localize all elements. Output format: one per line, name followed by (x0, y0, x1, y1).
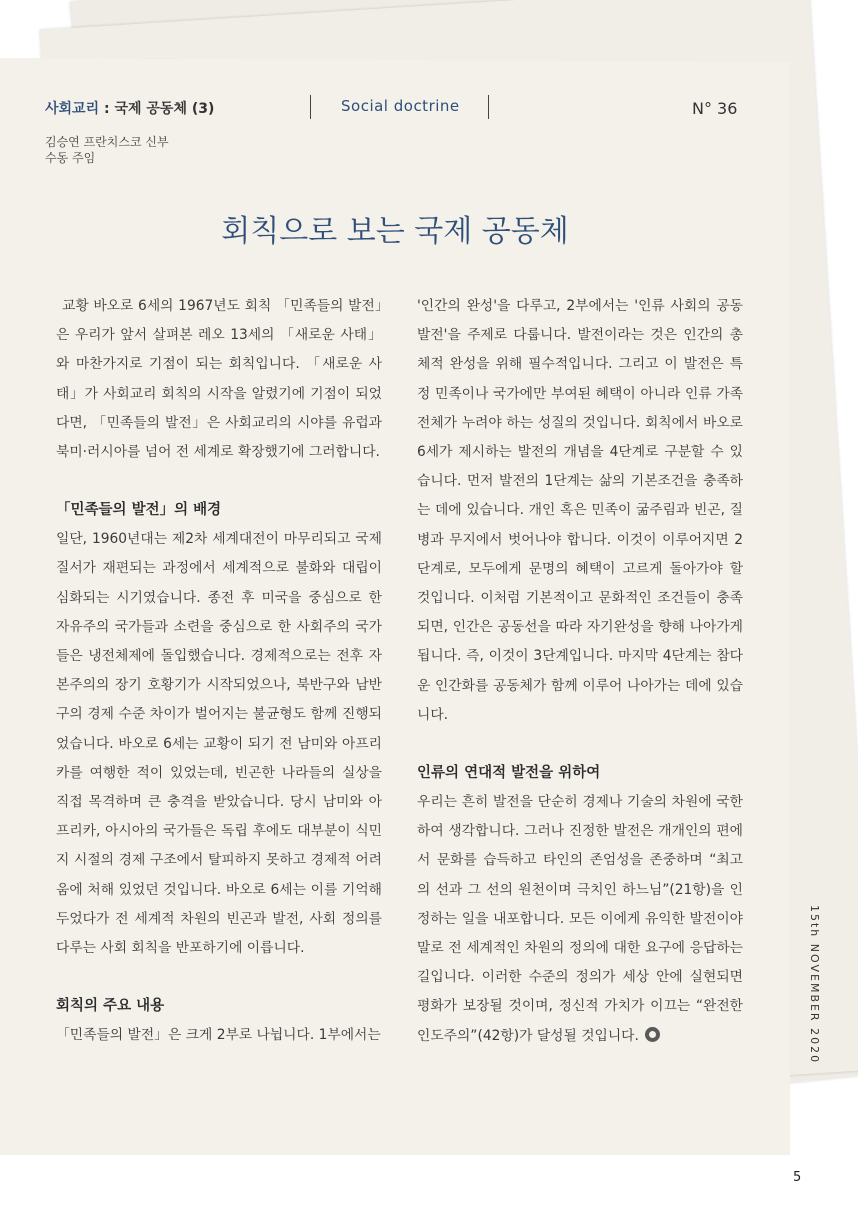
series-colon: : (99, 101, 115, 117)
author-block (45, 134, 169, 166)
section-heading-main-content: 회칙의 주요 내용 (56, 998, 165, 1015)
emblem-icon (645, 1027, 660, 1042)
article-title: 회칙으로 보는 국제 공동체 (221, 214, 569, 249)
section-heading-background: 「민족들의 발전」의 배경 (56, 502, 222, 519)
author-name: 김승연 프란치스코 신부 (45, 135, 169, 149)
main-content-paragraph-continued: '인간의 완성'을 다루고, 2부에서는 '인류 사회의 공동 발전'을 주제로 다룹니다. 발전이라는 것은 인간의 총체적 완성을 위해 필수적입니다. 그리고 이 발전은 특정 민족이나 국가에만 부여된 혜택이 아니라 인류 가족 전체가 누려야 하는 성질의 것입니다. 회칙에서 바오로 6세가 제시하는 발전의 개념을 4단계로 구분할 수 있습니다. 먼저 발전의 1단계는 삶의 기본조건을 충족하는 데에 있습니다. 개인 혹은 민족이 굶주림과 빈곤, 질병과 무지에서 벗어나야 합니다. 이것이 이루어지면 2단계로, 모두에게 문명의 혜택이 고르게 돌아가야 할 것입니다. 이처럼 기본적이고 문화적인 조건들이 충족되면, 인간은 공동선을 따라 자기완성을 향해 나아가게 됩니다. 즉, 이것이 3단계입니다. 마지막 4단계는 참다운 인간화를 공동체가 함께 이루어 나아가는 데에 있습니다. (417, 298, 743, 723)
doctrine-label: Social doctrine (341, 97, 460, 115)
page-number: 5 (793, 1170, 802, 1185)
header-divider-left (310, 95, 311, 119)
issue-date: 15th NOVEMBER 2020 (808, 905, 821, 1065)
intro-paragraph: 교황 바오로 6세의 1967년도 회칙 「민족들의 발전」은 우리가 앞서 살펴본 레오 13세의 「새로운 사태」와 마찬가지로 기점이 되는 회칙입니다. 「새로운 사태」가 사회교리 회칙의 시작을 알렸기에 기점이 되었다면, 「민족들의 발전」은 사회교리의 시야를 유럽과 북미·러시아를 넘어 전 세계로 확장했기에 그러합니다. (56, 298, 382, 461)
issue-number: N° 36 (692, 99, 738, 118)
header-divider-right (488, 95, 489, 119)
author-role: 수동 주임 (45, 151, 96, 165)
solidarity-paragraph (417, 788, 743, 1051)
section-heading-solidarity: 인류의 연대적 발전을 위하여 (417, 765, 601, 782)
series-header (45, 98, 214, 118)
background-paragraph: 일단, 1960년대는 제2차 세계대전이 마무리되고 국제 질서가 재편되는 과정에서 세계적으로 불화와 대립이 심화되는 시기였습니다. 종전 후 미국을 중심으로 한 자유주의 국가들과 소련을 중심으로 한 사회주의 국가들은 냉전체제에 돌입했습니다. 경제적으로는 전후 자본주의의 장기 호황기가 시작되었으나, 북반구와 남반구의 경제 수준 차이가 벌어지는 불균형도 함께 진행되었습니다. 바오로 6세는 교황이 되기 전 남미와 아프리카를 여행한 적이 있었는데, 빈곤한 나라들의 실상을 직접 목격하며 큰 충격을 받았습니다. 당시 남미와 아프리카, 아시아의 국가들은 독립 후에도 대부분이 식민지 시절의 경제 구조에서 탈피하지 못하고 경제적 어려움에 처해 있었던 것입니다. 바오로 6세는 이를 기억해두었다가 전 세계적 차원의 빈곤과 발전, 사회 정의를 다루는 사회 회칙을 반포하기에 이릅니다. (56, 531, 382, 957)
series-label: 사회교리 (45, 101, 100, 117)
main-content-paragraph-start: 「민족들의 발전」은 크게 2부로 나뉩니다. 1부에서는 (56, 1027, 381, 1044)
solidarity-text: 우리는 흔히 발전을 단순히 경제나 기술의 차원에 국한하여 생각합니다. 그러나 진정한 발전은 개개인의 편에서 문화를 습득하고 타인의 존엄성을 존중하며 “최고의 선과 그 선의 원천이며 극치인 하느님”(21항)을 인정하는 일을 내포합니다. 모든 이에게 유익한 발전이야말로 전 세계적인 차원의 정의에 대한 요구에 응답하는 길입니다. 이러한 수준의 정의가 세상 안에 실현되면 평화가 보장될 것이며, 정신적 가치가 이끄는 “완전한 인도주의”(42항)가 달성될 것입니다. (417, 794, 743, 1044)
series-subtitle: 국제 공동체 (3) (114, 101, 215, 117)
article-column-left (56, 292, 382, 1050)
article-column-right (417, 292, 743, 1051)
